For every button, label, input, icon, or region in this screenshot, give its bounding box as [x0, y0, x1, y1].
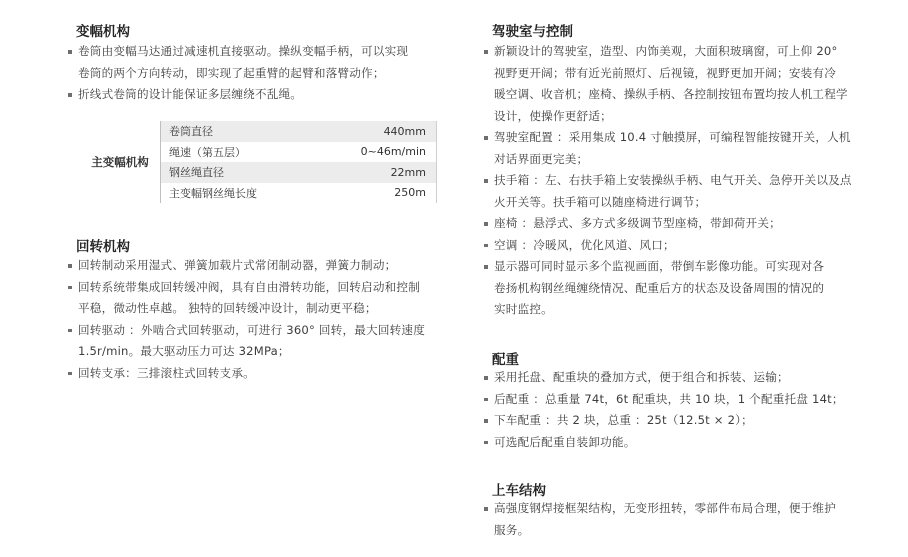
list-item: 可选配后配重自装卸功能。: [484, 432, 844, 454]
section-title-luffing: 变幅机构: [76, 24, 130, 40]
list-item: 回转制动采用湿式、弹簧加载片式常闭制动器，弹簧力制动；: [68, 255, 425, 277]
spec-value: 22mm: [329, 162, 437, 183]
slewing-list: [68, 255, 425, 384]
luffing-spec-table: [80, 121, 437, 203]
list-item-continuation: 平稳，微动性卓越。 独特的回转缓冲设计，制动更平稳；: [78, 301, 377, 315]
list-item-continuation: 暖空调、收音机；座椅、操纵手柄、各控制按钮布置均按人机工程学: [494, 87, 848, 101]
list-item: 卷筒由变幅马达通过减速机直接驱动。操纵变幅手柄，可以实现: [68, 41, 408, 63]
spec-value: 0~46m/min: [329, 142, 437, 163]
list-item-continuation: 服务。: [494, 522, 530, 537]
list-item: 扶手箱 ：左、右扶手箱上安装操纵手柄、电气开关、急停开关以及点: [484, 170, 852, 192]
section-title-cab: 驾驶室与控制: [492, 24, 573, 40]
list-item: 采用托盘、配重块的叠加方式，便于组合和拆装、运输；: [484, 367, 844, 389]
list-item-continuation: 卷筒的两个方向转动，即实现了起重臂的起臂和落臂动作；: [78, 65, 385, 80]
list-item: 显示器可同时显示多个监视画面，带倒车影像功能。可实现对各: [484, 256, 852, 278]
list-item: 座椅 ：悬浮式、多方式多级调节型座椅，带卸荷开关；: [484, 213, 852, 235]
spec-value: 250m: [329, 183, 437, 204]
list-item: 折线式卷筒的设计能保证多层缠绕不乱绳。: [68, 84, 408, 106]
list-item: 高强度钢焊接框架结构，无变形扭转，零部件布局合理，便于维护: [484, 498, 836, 520]
list-item-continuation: 1.5r/min。最大驱动压力可达 32MPa；: [78, 344, 290, 358]
luffing-list: [68, 41, 408, 106]
list-item: 回转支承：三排滚柱式回转支承。: [68, 363, 425, 385]
list-item-continuation: 实时监控。: [494, 302, 553, 316]
list-item: 后配重 ：总重量 74t，6t 配重块，共 10 块，1 个配重托盘 14t；: [484, 389, 844, 411]
list-item-continuation: 火开关等。扶手箱可以随座椅进行调节；: [494, 194, 707, 209]
spec-name: 卷筒直径: [161, 121, 330, 142]
list-item-continuation: 视野更开阔；带有近光前照灯、后视镜，视野更加开阔；安装有冷: [494, 65, 837, 80]
list-item: 空调 ：冷暖风，优化风道、风口；: [484, 235, 852, 257]
spec-name: 绳速（第五层）: [161, 142, 330, 163]
spec-name: 钢丝绳直径: [161, 162, 330, 183]
section-title-superstructure: 上车结构: [492, 483, 546, 499]
list-item: 回转驱动 ：外啮合式回转驱动，可进行 360° 回转，最大回转速度: [68, 320, 425, 342]
list-item: 下车配重 ：共 2 块，总重 ：25t（12.5t × 2）；: [484, 410, 844, 432]
list-item-continuation: 设计，使操作更舒适；: [494, 108, 612, 123]
spec-name: 主变幅钢丝绳长度: [161, 183, 330, 204]
list-item: 驾驶室配置 ：采用集成 10.4 寸触摸屏，可编程智能按键开关，人机: [484, 127, 852, 149]
spec-value: 440mm: [329, 121, 437, 142]
section-title-counterweight: 配重: [492, 352, 519, 368]
list-item-continuation: 卷扬机构钢丝绳缠绕情况、配重后方的状态及设备周围的情况的: [494, 280, 825, 295]
table-group-label: 主变幅机构: [80, 121, 161, 203]
list-item-continuation: 对话界面更完美；: [494, 151, 589, 166]
counterweight-list: [484, 367, 844, 453]
table-row: [80, 121, 437, 142]
section-title-slewing: 回转机构: [76, 239, 130, 255]
list-item: 回转系统带集成回转缓冲阀，具有自由滑转功能，回转启动和控制: [68, 277, 425, 299]
list-item: 新颖设计的驾驶室，造型、内饰美观，大面积玻璃窗，可上仰 20°: [484, 41, 852, 63]
superstructure-list: [484, 498, 836, 541]
cab-list: [484, 41, 852, 321]
